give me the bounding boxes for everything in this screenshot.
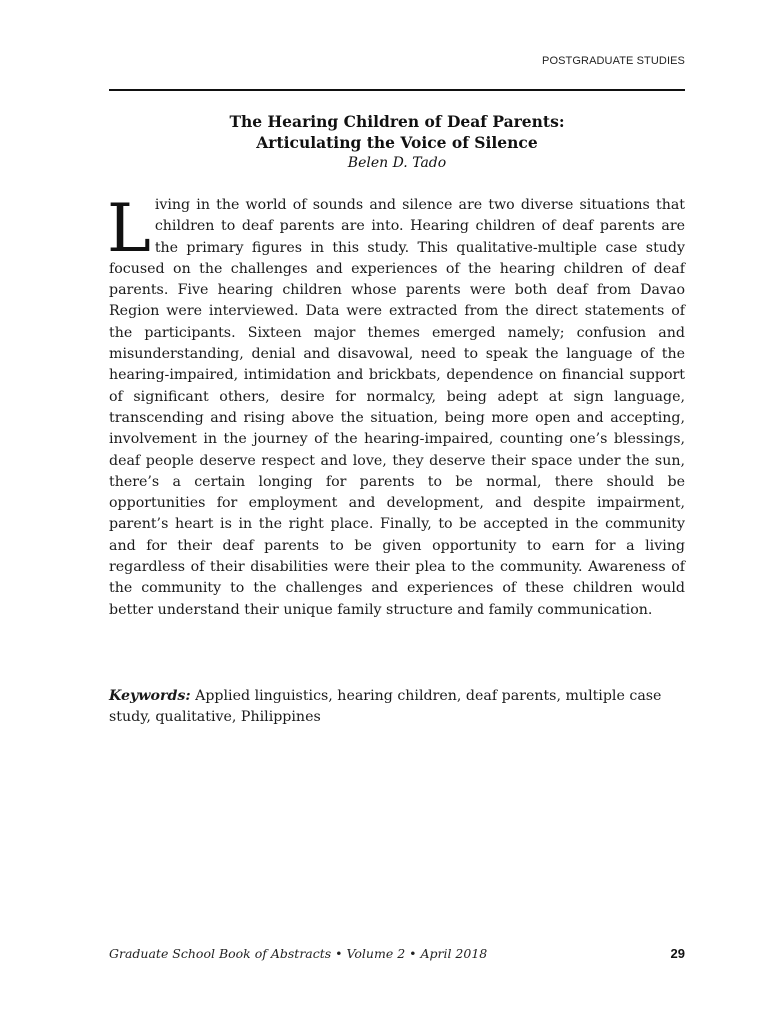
- title-block: [109, 111, 685, 173]
- keywords-label: Keywords:: [109, 688, 191, 704]
- keywords-text: Applied linguistics, hearing children, deaf parents, multiple case study, qualitative, Philippines: [109, 688, 662, 726]
- article-title-line-1: The Hearing Children of Deaf Parents:: [229, 112, 565, 131]
- abstract-paragraph: [107, 190, 685, 621]
- header-rule: [109, 89, 685, 91]
- keywords: [109, 686, 685, 729]
- footer-journal: Graduate School Book of Abstracts • Volume 2 • April 2018: [109, 946, 488, 961]
- article-author: Belen D. Tado: [347, 155, 447, 171]
- article-title-line-2: Articulating the Voice of Silence: [256, 133, 538, 152]
- drop-cap: L: [107, 190, 151, 267]
- abstract-body: iving in the world of sounds and silence are two diverse situations that children to deaf parents are into. Hearing children of deaf parents are the primary figures in this study. This qualitative-multiple case study focused on the challenges and experiences of the hearing children of deaf parents. Five hearing children whose parents were both deaf from Davao Region were interviewed. Data were extracted from the direct statements of the participants. Sixteen major themes emerged namely; confusion and misunderstanding, denial and disavowal, need to speak the language of the hearing-impaired, intimidation and brickbats, dependence on financial support of significant others, desire for normalcy, being adept at sign language, transcending and rising above the situation, being more open and accepting, involvement in the journey of the hearing-impaired, counting one’s blessings, deaf people deserve respect and love, they deserve their space under the sun, there’s a certain longing for parents to be normal, there should be opportunities for employment and development, and despite impairment, parent’s heart is in the right place. Finally, to be accepted in the community and for their deaf parents to be given opportunity to earn for a living regardless of their disabilities were their plea to the community. Awareness of the community to the challenges and experiences of these children would better understand their unique family structure and family communication.: [109, 197, 685, 618]
- running-header: POSTGRADUATE STUDIES: [542, 55, 685, 67]
- page-number: 29: [670, 946, 685, 961]
